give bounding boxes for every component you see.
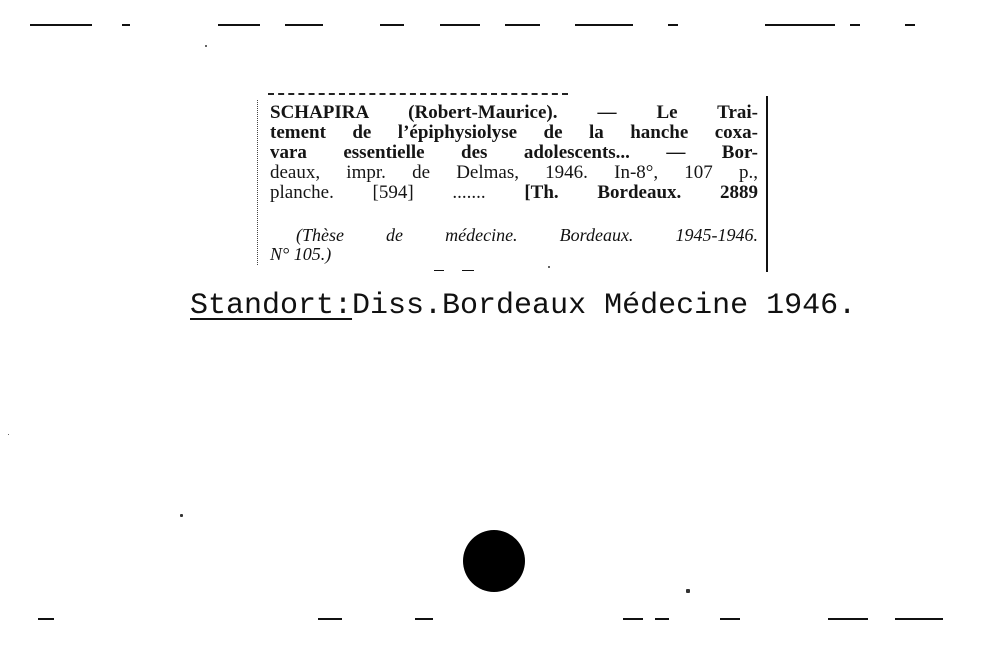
scan-artifact-dash [30, 24, 92, 26]
card-entry-line-5 [270, 183, 758, 202]
card-entry-line-2: tement de l’épiphysiolyse de la hanche coxa- [270, 122, 758, 143]
shelfmark-value: Diss.Bordeaux Médecine 1946. [352, 289, 857, 323]
card-collation: planche. [594] ....... [270, 182, 525, 203]
scan-speck [205, 45, 207, 47]
card-note-line-1: (Thèse de médecine. Bordeaux. 1945-1946. [296, 225, 758, 245]
scan-artifact-dash [765, 24, 835, 26]
scan-artifact-dash [434, 270, 444, 271]
shelfmark-label: Standort: [190, 289, 353, 323]
card-entry-line-3: vara essentielle des adolescents... — Bor- [270, 142, 758, 163]
card-right-edge [766, 96, 768, 272]
scan-artifact-dash [828, 618, 868, 620]
scan-speck [548, 266, 550, 268]
scan-artifact-dash [380, 24, 404, 26]
punch-hole [463, 530, 525, 592]
scan-artifact-dash [38, 618, 54, 620]
shelfmark-line [190, 288, 856, 324]
scan-artifact-dash [720, 618, 740, 620]
scan-speck [686, 589, 690, 593]
scan-artifact-dash [218, 24, 260, 26]
scan-speck [180, 514, 183, 517]
card-title-start: — Le Trai- [557, 102, 758, 123]
scan-artifact-dash [318, 618, 342, 620]
card-thesis-number: [Th. Bordeaux. 2889 [524, 182, 758, 203]
scan-artifact-dash [655, 618, 669, 620]
scan-artifact-dash [122, 24, 130, 26]
card-top-edge [268, 93, 568, 97]
scan-artifact-dash [668, 24, 678, 26]
scan-artifact-dash [505, 24, 540, 26]
scan-artifact-dash [415, 618, 433, 620]
card-left-edge [257, 100, 259, 265]
scan-artifact-dash [895, 618, 943, 620]
card-author: SCHAPIRA (Robert-Maurice). [270, 102, 558, 123]
scan-artifact-dash [623, 618, 643, 620]
scan-artifact-dash [440, 24, 480, 26]
card-note-line-2: N° 105.) [270, 244, 332, 264]
scan-artifact-dash [575, 24, 633, 26]
scan-artifact-dash [905, 24, 915, 26]
scan-artifact-dash [850, 24, 860, 26]
scan-speck [8, 434, 9, 435]
card-entry-line-1 [270, 103, 758, 122]
card-entry-line-4: deaux, impr. de Delmas, 1946. In-8°, 107 p., [270, 162, 758, 183]
scan-artifact-dash [462, 270, 474, 271]
scan-artifact-dash [285, 24, 323, 26]
